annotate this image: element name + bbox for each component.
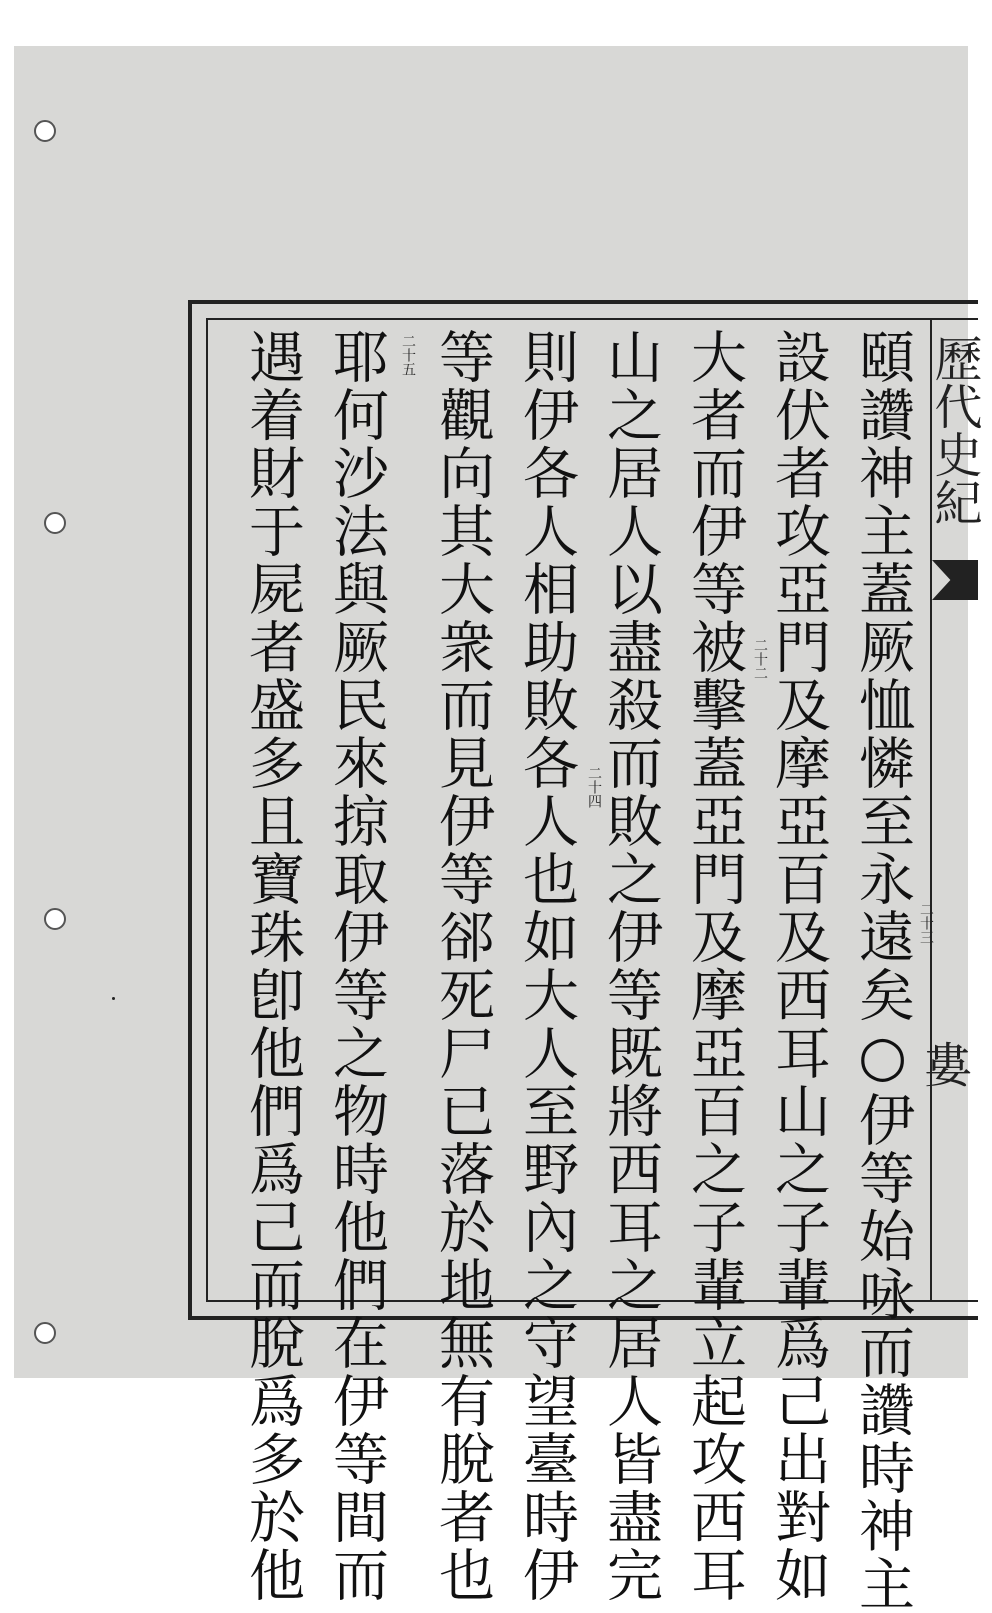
text-column-5: 則伊各人相助敗各人也如大人至野內之守望臺時伊 [514,328,579,1604]
fish-tail-mark [932,560,978,600]
verse-number: 二十五 [400,334,416,376]
punch-hole [34,120,56,142]
punch-hole [44,908,66,930]
text-column-1: 頤讚神主蓋厥恤憐至永遠矣○伊等始咏而讚時神主 [850,328,915,1613]
verse-number: 二十二 [752,638,768,680]
text-column-7: 耶何沙法與厥民來掠取伊等之物時他們在伊等間而 [324,328,389,1604]
inner-frame [206,318,982,1613]
gutter-title: 歷代史紀 [926,334,982,526]
text-column-6: 等觀向其大衆而見伊等郤死尸已落於地無有脫者也 [430,328,495,1604]
punch-hole [34,1322,56,1344]
verse-number: 二十四 [586,766,602,808]
text-column-3: 大者而伊等被擊蓋亞門及摩亞百之子輩立起攻西耳 [682,328,747,1604]
text-column-2: 設伏者攻亞門及摩亞百及西耳山之子輩爲己出對如 [766,328,831,1604]
text-column-4: 山之居人以盡殺而敗之伊等既將西耳之居人皆盡完 [598,328,663,1604]
text-frame [188,300,982,1613]
verse-number: 二十三 [918,902,934,944]
speck [112,997,115,1000]
gutter-bottom-mark: 婁 [915,1040,971,1088]
punch-hole [44,512,66,534]
text-column-8: 遇着財于屍者盛多且寶珠卽他們爲己而脫爲多於他 [240,328,305,1604]
